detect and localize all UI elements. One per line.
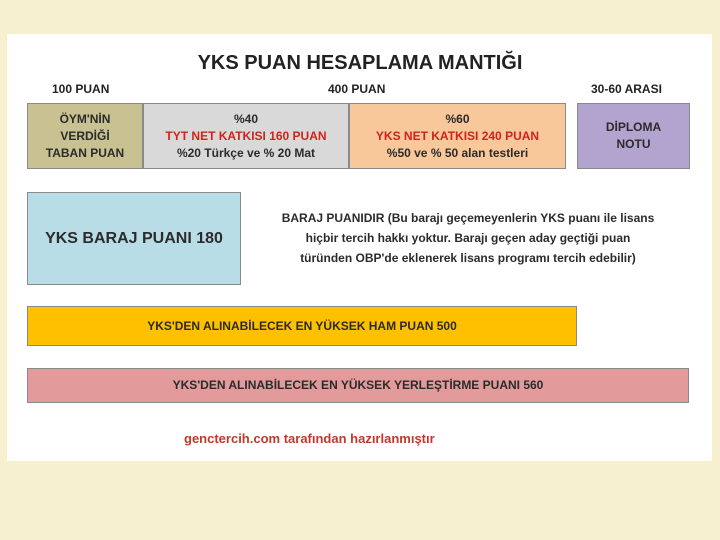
header-left: 100 PUAN	[52, 82, 110, 96]
credit-text: genctercih.com tarafından hazırlanmıştır	[184, 431, 435, 446]
baraj-line2: hiçbir tercih hakkı yoktur. Barajı geçen aday geçtiği puan	[305, 231, 631, 245]
taban-line2: VERDİĞİ	[60, 128, 110, 143]
header-right: 30-60 ARASI	[591, 82, 662, 96]
tyt-label: TYT NET KATKISI 160 PUAN	[165, 128, 327, 143]
diploma-line2: NOTU	[616, 137, 651, 151]
yks-percent: %60	[445, 111, 470, 126]
yks-detail: %50 ve % 50 alan testleri	[386, 145, 529, 160]
tyt-katki-box	[143, 103, 349, 169]
tyt-percent: %40	[233, 111, 259, 126]
baraj-puani-box	[27, 192, 241, 285]
baraj-box-label: YKS BARAJ PUANI 180	[45, 230, 223, 247]
taban-line3: TABAN PUAN	[45, 145, 125, 160]
ham-puan-bar	[27, 306, 577, 346]
diploma-line1: DİPLOMA	[605, 120, 662, 134]
yerlestirme-puani-label: YKS'DEN ALINABİLECEK EN YÜKSEK YERLEŞTİRME PUANI 560	[172, 378, 544, 392]
ham-puan-label: YKS'DEN ALINABİLECEK EN YÜKSEK HAM PUAN 500	[147, 318, 457, 333]
tyt-detail: %20 Türkçe ve % 20 Mat	[176, 145, 316, 160]
taban-puan-box	[27, 103, 143, 169]
header-middle: 400 PUAN	[328, 82, 386, 96]
baraj-description	[248, 208, 688, 268]
yks-label: YKS NET KATKISI 240 PUAN	[375, 128, 540, 143]
diploma-notu-box	[577, 103, 690, 169]
taban-line1: ÖYM'NİN	[59, 111, 111, 126]
baraj-line1: BARAJ PUANIDIR (Bu barajı geçemeyenlerin YKS puanı ile lisans	[281, 211, 655, 225]
yks-katki-box	[349, 103, 566, 169]
yerlestirme-puani-bar	[27, 368, 689, 403]
baraj-line3: türünden OBP'de eklenerek lisans programı tercih edebilir)	[300, 251, 636, 265]
page-title: YKS PUAN HESAPLAMA MANTIĞI	[197, 52, 523, 74]
